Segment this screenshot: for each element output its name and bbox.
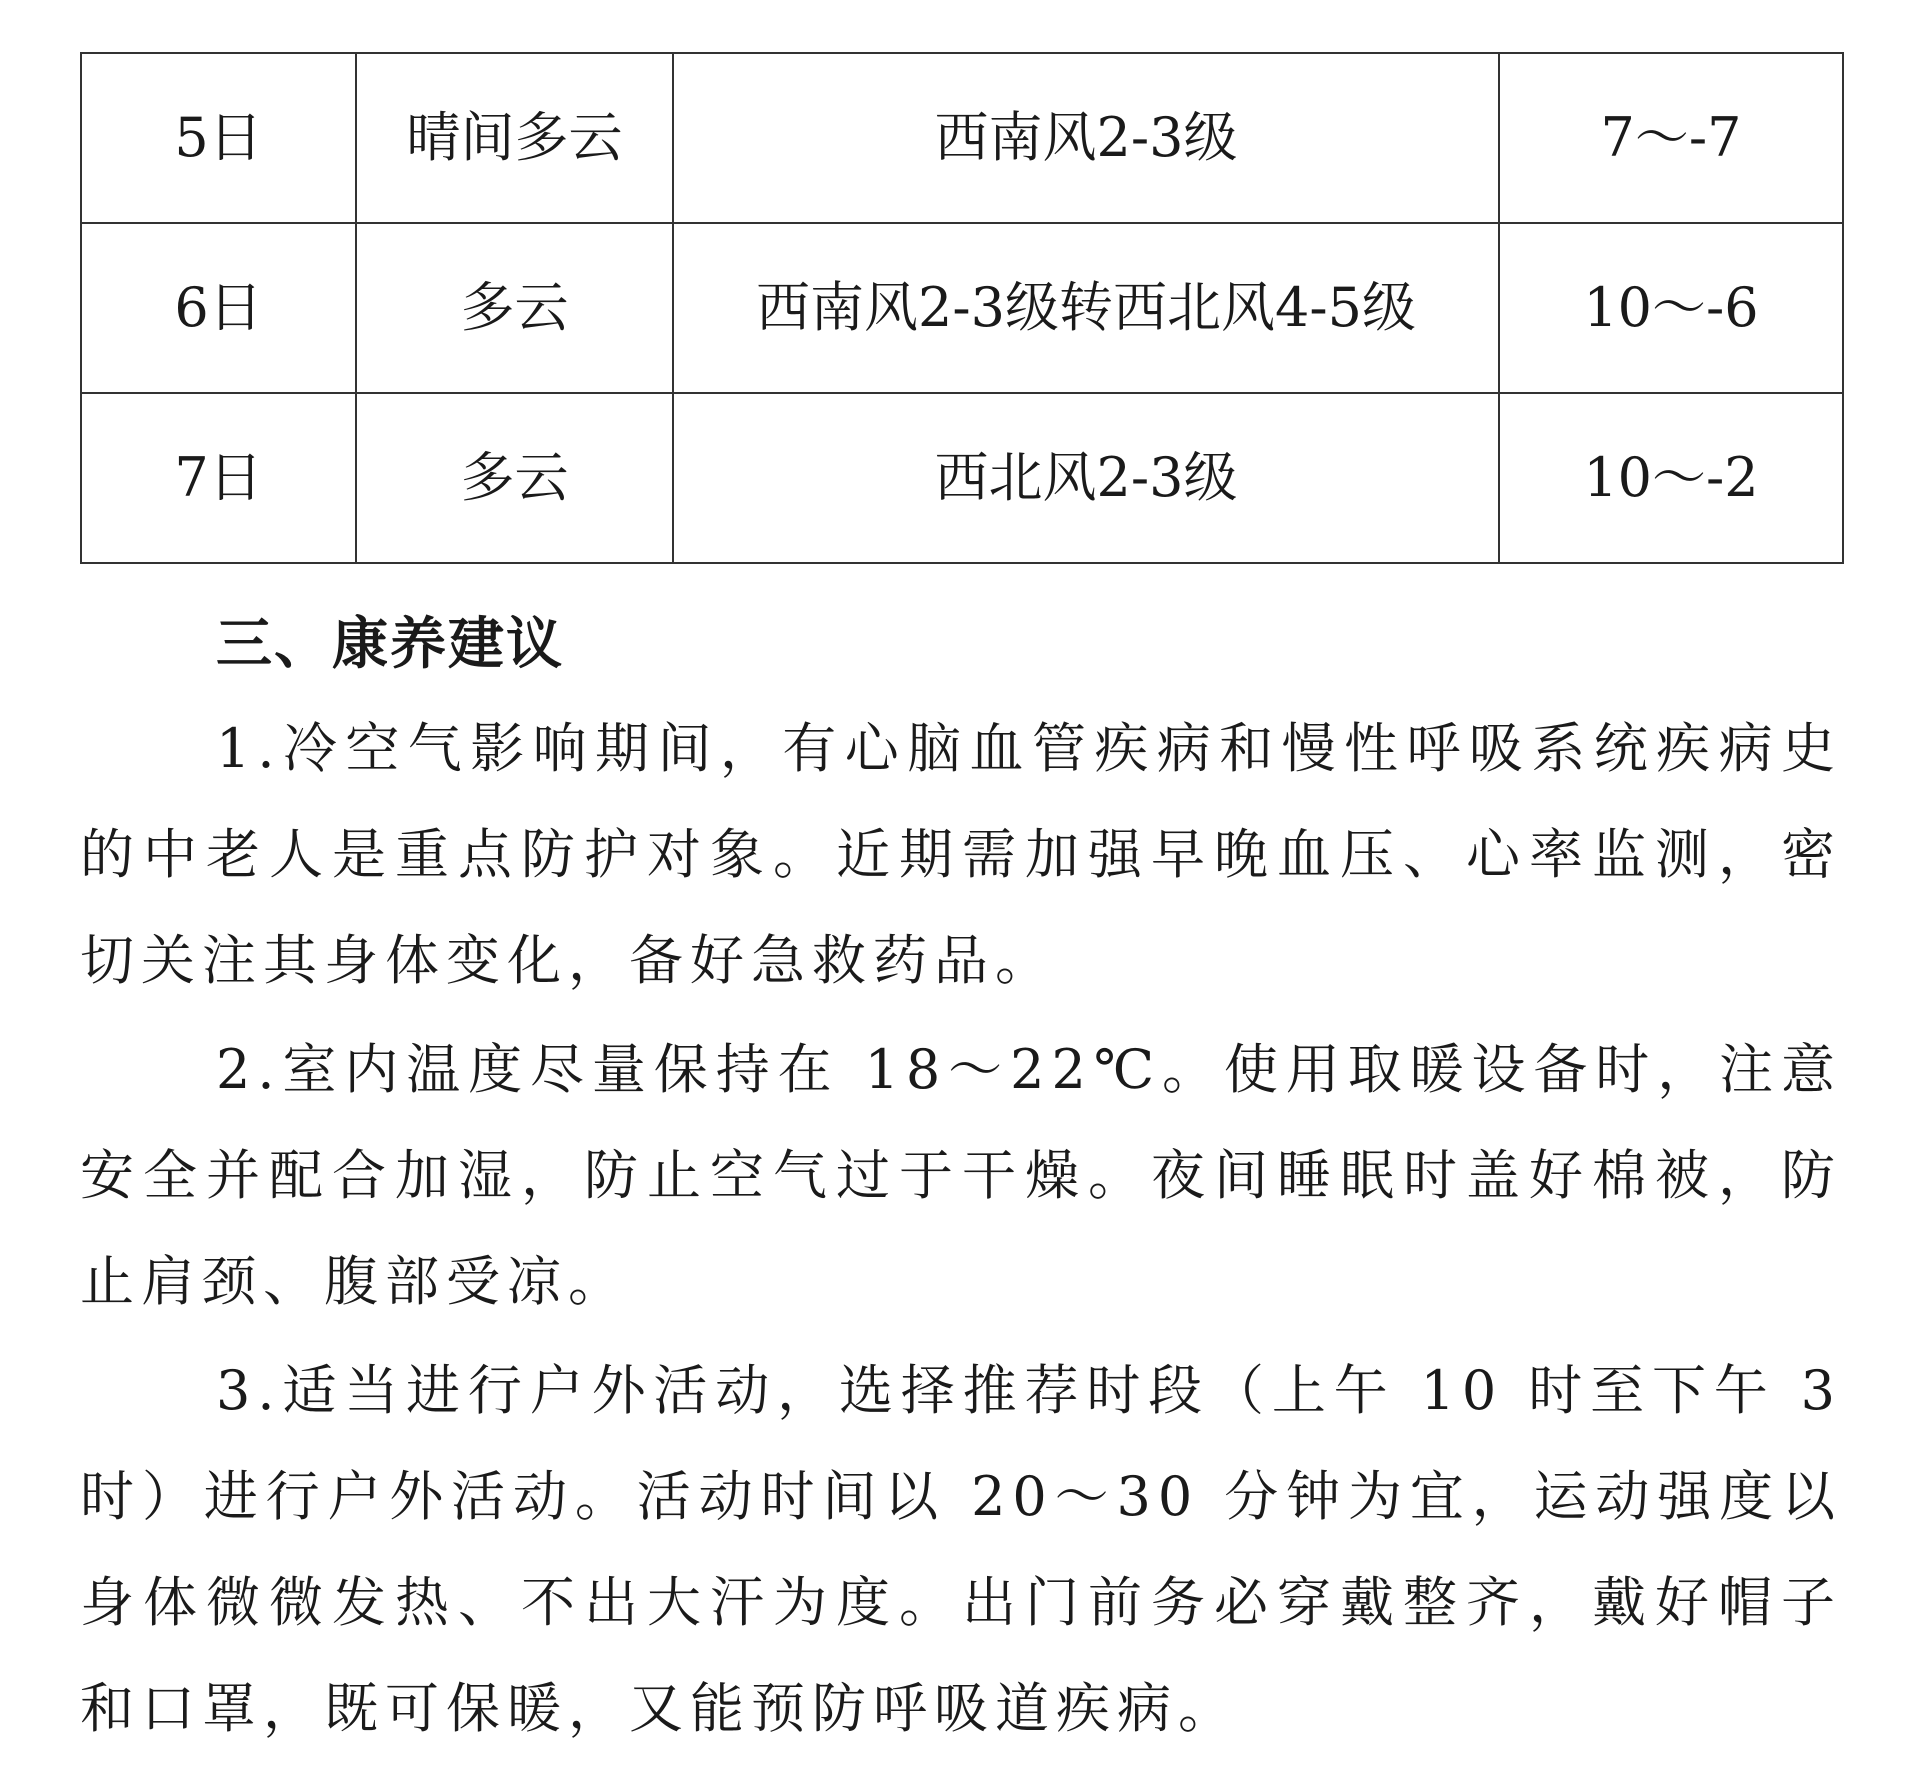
advice-body (80, 696, 1842, 1765)
wind-cell: 西南风2-3级 (673, 53, 1499, 223)
day-cell: 7日 (81, 393, 356, 563)
advice-paragraph-2: 2.室内温度尽量保持在 18～22℃。使用取暖设备时，注意安全并配合加湿，防止空气过于干燥。夜间睡眠时盖好棉被，防止肩颈、腹部受凉。 (80, 1038, 1842, 1313)
advice-paragraph-1: 1.冷空气影响期间，有心脑血管疾病和慢性呼吸系统疾病史的中老人是重点防护对象。近期需加强早晚血压、心率监测，密切关注其身体变化，备好急救药品。 (80, 717, 1842, 992)
weather-cell: 晴间多云 (356, 53, 673, 223)
table-row (81, 393, 1843, 563)
wind-cell: 西北风2-3级 (673, 393, 1499, 563)
weather-cell: 多云 (356, 223, 673, 393)
temperature-cell: 10～-6 (1499, 223, 1843, 393)
wind-cell: 西南风2-3级转西北风4-5级 (673, 223, 1499, 393)
temperature-cell: 7～-7 (1499, 53, 1843, 223)
weather-cell: 多云 (356, 393, 673, 563)
advice-paragraph-3: 3.适当进行户外活动，选择推荐时段（上午 10 时至下午 3 时）进行户外活动。活动时间以 20～30 分钟为宜，运动强度以身体微微发热、不出大汗为度。出门前务必穿戴整齐，戴好帽子和口罩，既可保暖，又能预防呼吸道疾病。 (80, 1359, 1842, 1740)
table-row (81, 223, 1843, 393)
table-row (81, 53, 1843, 223)
section-heading: 三、康养建议 (216, 612, 564, 677)
temperature-cell: 10～-2 (1499, 393, 1843, 563)
weather-forecast-table (80, 52, 1844, 564)
day-cell: 5日 (81, 53, 356, 223)
day-cell: 6日 (81, 223, 356, 393)
